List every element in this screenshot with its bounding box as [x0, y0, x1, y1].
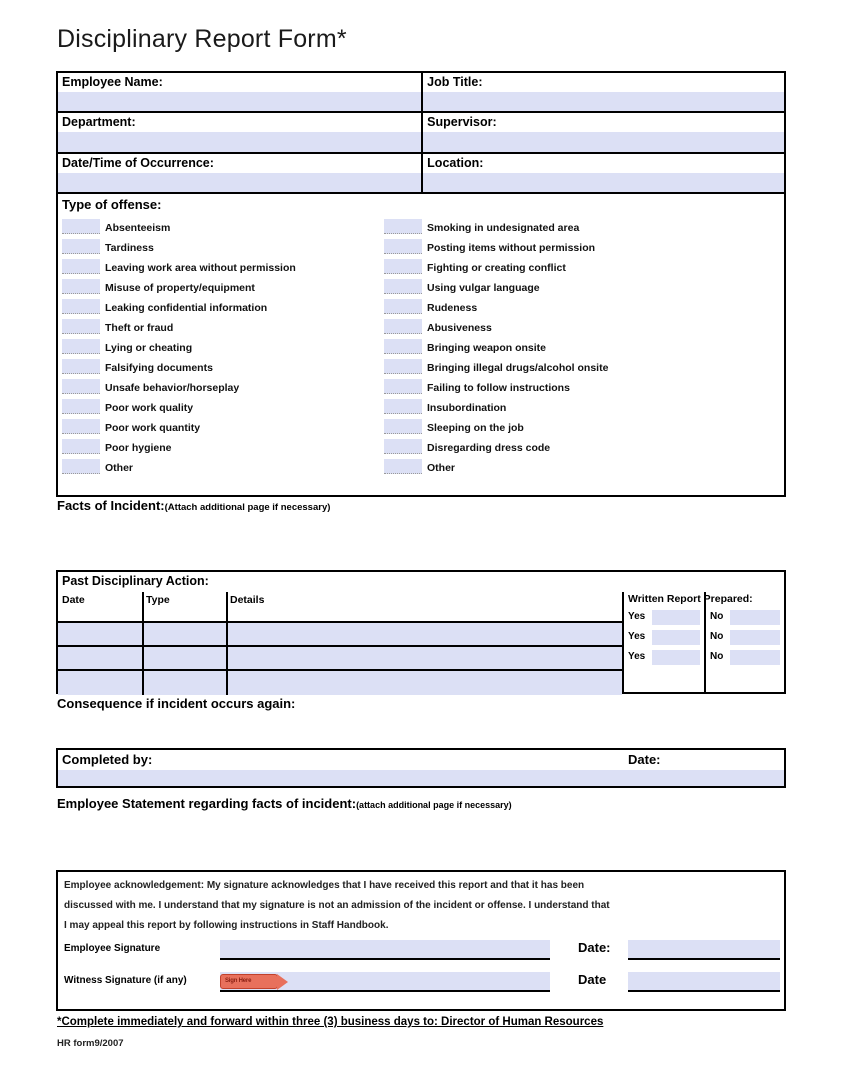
- past-action-entries: [58, 592, 624, 692]
- table-row: [58, 623, 622, 647]
- offense-label-left-6: Theft or fraud: [105, 322, 174, 334]
- no-label-3: No: [710, 651, 724, 662]
- offense-item-left-8: [62, 358, 392, 378]
- department-cell: [58, 113, 423, 151]
- completed-by-date-label: Date:: [628, 752, 661, 767]
- offense-checkbox-right-3[interactable]: [384, 259, 422, 274]
- employee-info-table: [56, 71, 786, 192]
- offense-label-left-10: Poor work quality: [105, 402, 194, 414]
- offense-item-left-2: [62, 238, 392, 258]
- past-date-input-2[interactable]: [58, 647, 142, 669]
- offense-item-left-6: [62, 318, 392, 338]
- table-row: [58, 73, 784, 113]
- offense-item-left-12: [62, 438, 392, 458]
- no-checkbox-2[interactable]: [730, 630, 780, 645]
- no-label-1: No: [710, 611, 724, 622]
- past-details-input-1[interactable]: [228, 623, 622, 645]
- written-report-row-3: [624, 649, 784, 669]
- completed-by-input[interactable]: [58, 770, 784, 786]
- offense-item-left-4: [62, 278, 392, 298]
- column-divider: [226, 671, 228, 695]
- column-header-type: Type: [146, 594, 170, 606]
- offense-checkbox-right-11[interactable]: [384, 419, 422, 434]
- no-checkbox-1[interactable]: [730, 610, 780, 625]
- supervisor-cell: [423, 113, 784, 151]
- datetime-occurrence-input[interactable]: [58, 173, 421, 194]
- column-header-details: Details: [230, 594, 265, 606]
- employee-statement-label: [57, 795, 512, 813]
- employee-statement-note: (attach additional page if necessary): [356, 800, 512, 810]
- employee-name-label: Employee Name:: [62, 75, 163, 89]
- offense-label-right-11: Sleeping on the job: [427, 422, 524, 434]
- footer-form-id: HR form9/2007: [57, 1038, 124, 1049]
- offense-checkbox-left-9[interactable]: [62, 379, 100, 394]
- offense-label-right-4: Using vulgar language: [427, 282, 540, 294]
- type-of-offense-section: [56, 192, 786, 497]
- table-row: [58, 113, 784, 153]
- consequence-label: Consequence if incident occurs again:: [57, 696, 296, 711]
- job-title-cell: [423, 73, 784, 111]
- yes-label-3: Yes: [628, 651, 646, 662]
- offense-item-right-2: [384, 238, 714, 258]
- table-row: [58, 671, 622, 695]
- employee-statement-title: Employee Statement regarding facts of incident:: [57, 796, 357, 811]
- offense-item-right-10: [384, 398, 714, 418]
- offense-checkbox-right-2[interactable]: [384, 239, 422, 254]
- offense-item-left-9: [62, 378, 392, 398]
- offense-item-left-11: [62, 418, 392, 438]
- offense-list-left: [62, 218, 392, 478]
- past-disciplinary-action-title: Past Disciplinary Action:: [62, 574, 209, 588]
- past-date-input-1[interactable]: [58, 623, 142, 645]
- offense-item-right-9: [384, 378, 714, 398]
- employee-name-cell: [58, 73, 423, 111]
- yes-checkbox-3[interactable]: [652, 650, 700, 665]
- offense-item-right-11: [384, 418, 714, 438]
- offense-checkbox-left-12[interactable]: [62, 439, 100, 454]
- offense-label-left-8: Falsifying documents: [105, 362, 213, 374]
- offense-label-right-3: Fighting or creating conflict: [427, 262, 566, 274]
- page-title: Disciplinary Report Form*: [57, 25, 347, 53]
- column-divider: [142, 592, 144, 621]
- column-divider: [142, 647, 144, 669]
- offense-label-left-12: Poor hygiene: [105, 442, 172, 454]
- type-of-offense-title: Type of offense:: [62, 197, 162, 212]
- supervisor-input[interactable]: [423, 132, 784, 151]
- table-row: [58, 154, 784, 194]
- offense-item-left-5: [62, 298, 392, 318]
- acknowledgement-line-3: I may appeal this report by following instructions in Staff Handbook.: [64, 920, 389, 931]
- completed-by-label: Completed by:: [62, 752, 153, 767]
- past-date-input-3[interactable]: [58, 671, 142, 695]
- past-details-input-2[interactable]: [228, 647, 622, 669]
- location-cell: [423, 154, 784, 194]
- offense-item-right-3: [384, 258, 714, 278]
- offense-checkbox-left-11[interactable]: [62, 419, 100, 434]
- offense-item-right-6: [384, 318, 714, 338]
- job-title-label: Job Title:: [427, 75, 483, 89]
- offense-label-left-7: Lying or cheating: [105, 342, 193, 354]
- employee-date-label: Date:: [578, 940, 611, 955]
- offense-checkbox-left-8[interactable]: [62, 359, 100, 374]
- offense-checkbox-right-10[interactable]: [384, 399, 422, 414]
- sign-here-tag-icon[interactable]: [220, 974, 278, 989]
- table-row: [58, 647, 622, 671]
- written-report-prepared-title: Written Report Prepared:: [628, 593, 753, 605]
- employee-date-input[interactable]: [628, 940, 780, 960]
- written-report-prepared-section: [624, 592, 784, 692]
- offense-label-right-10: Insubordination: [427, 402, 507, 414]
- offense-label-left-11: Poor work quantity: [105, 422, 201, 434]
- offense-label-left-2: Tardiness: [105, 242, 154, 254]
- offense-checkbox-left-5[interactable]: [62, 299, 100, 314]
- past-type-input-1[interactable]: [144, 623, 226, 645]
- acknowledgement-line-1: Employee acknowledgement: My signature acknowledges that I have received this report and that it has been: [64, 880, 585, 891]
- offense-label-right-7: Bringing weapon onsite: [427, 342, 547, 354]
- offense-item-left-1: [62, 218, 392, 238]
- offense-item-left-10: [62, 398, 392, 418]
- offense-checkbox-left-3[interactable]: [62, 259, 100, 274]
- witness-signature-label: Witness Signature (if any): [64, 975, 187, 986]
- offense-label-left-4: Misuse of property/equipment: [105, 282, 255, 294]
- offense-checkbox-left-2[interactable]: [62, 239, 100, 254]
- offense-label-right-9: Failing to follow instructions: [427, 382, 570, 394]
- offense-label-right-5: Rudeness: [427, 302, 478, 314]
- department-label: Department:: [62, 115, 136, 130]
- witness-date-label: Date: [578, 972, 607, 987]
- offense-label-left-13: Other: [105, 462, 134, 474]
- facts-of-incident-label: [57, 497, 330, 515]
- offense-item-right-4: [384, 278, 714, 298]
- offense-label-left-1: Absenteeism: [105, 222, 171, 234]
- column-divider: [226, 592, 228, 621]
- offense-label-right-12: Disregarding dress code: [427, 442, 551, 454]
- offense-checkbox-right-1[interactable]: [384, 219, 422, 234]
- employee-signature-input[interactable]: [220, 940, 550, 960]
- offense-checkbox-right-7[interactable]: [384, 339, 422, 354]
- column-divider: [226, 647, 228, 669]
- offense-checkbox-right-4[interactable]: [384, 279, 422, 294]
- yes-label-2: Yes: [628, 631, 646, 642]
- employee-acknowledgement-section: [56, 870, 786, 1011]
- offense-checkbox-right-8[interactable]: [384, 359, 422, 374]
- offense-checkbox-left-10[interactable]: [62, 399, 100, 414]
- offense-item-right-5: [384, 298, 714, 318]
- datetime-occurrence-label: Date/Time of Occurrence:: [62, 155, 214, 170]
- offense-item-left-7: [62, 338, 392, 358]
- offense-checkbox-right-6[interactable]: [384, 319, 422, 334]
- offense-label-left-3: Leaving work area without permission: [105, 262, 296, 274]
- offense-item-right-7: [384, 338, 714, 358]
- past-type-input-2[interactable]: [144, 647, 226, 669]
- offense-checkbox-right-5[interactable]: [384, 299, 422, 314]
- offense-label-right-1: Smoking in undesignated area: [427, 222, 580, 234]
- offense-checkbox-left-1[interactable]: [62, 219, 100, 234]
- footer-instruction: *Complete immediately and forward within three (3) business days to: Director of Human Resources: [57, 1016, 604, 1028]
- past-type-input-3[interactable]: [144, 671, 226, 695]
- sign-here-tag-label: Sign Here: [225, 978, 252, 984]
- offense-checkbox-right-12[interactable]: [384, 439, 422, 454]
- offense-checkbox-left-4[interactable]: [62, 279, 100, 294]
- offense-label-right-6: Abusiveness: [427, 322, 492, 334]
- department-input[interactable]: [58, 132, 421, 151]
- offense-item-left-13: [62, 458, 392, 478]
- datetime-occurrence-cell: [58, 154, 423, 194]
- no-label-2: No: [710, 631, 724, 642]
- column-divider: [142, 671, 144, 695]
- offense-checkbox-right-13[interactable]: [384, 459, 422, 474]
- employee-name-input[interactable]: [58, 92, 421, 111]
- offense-checkbox-left-13[interactable]: [62, 459, 100, 474]
- written-report-row-1: [624, 609, 784, 629]
- offense-item-right-1: [384, 218, 714, 238]
- table-header-row: [58, 592, 622, 623]
- location-label: Location:: [427, 155, 484, 170]
- acknowledgement-line-2: discussed with me. I understand that my signature is not an admission of the incident or offense. I understand that: [64, 900, 610, 911]
- yes-checkbox-1[interactable]: [652, 610, 700, 625]
- past-disciplinary-action-table: [56, 570, 786, 694]
- offense-checkbox-left-7[interactable]: [62, 339, 100, 354]
- facts-of-incident-title: Facts of Incident:: [57, 498, 165, 513]
- witness-date-input[interactable]: [628, 972, 780, 992]
- offense-label-right-2: Posting items without permission: [427, 242, 596, 254]
- past-details-input-3[interactable]: [228, 671, 622, 695]
- witness-signature-row: [58, 970, 784, 1000]
- offense-list-right: [384, 218, 714, 478]
- yes-label-1: Yes: [628, 611, 646, 622]
- column-divider: [142, 623, 144, 645]
- offense-label-right-13: Other: [427, 462, 456, 474]
- location-input[interactable]: [423, 173, 784, 194]
- offense-label-left-9: Unsafe behavior/horseplay: [105, 382, 240, 394]
- offense-label-left-5: Leaking confidential information: [105, 302, 268, 314]
- offense-checkbox-left-6[interactable]: [62, 319, 100, 334]
- offense-item-right-13: [384, 458, 714, 478]
- employee-signature-row: [58, 938, 784, 968]
- column-divider: [226, 623, 228, 645]
- employee-signature-label: Employee Signature: [64, 943, 161, 954]
- no-checkbox-3[interactable]: [730, 650, 780, 665]
- supervisor-label: Supervisor:: [427, 115, 497, 130]
- yes-checkbox-2[interactable]: [652, 630, 700, 645]
- written-report-row-2: [624, 629, 784, 649]
- offense-label-right-8: Bringing illegal drugs/alcohol onsite: [427, 362, 609, 374]
- column-header-date: Date: [62, 594, 85, 606]
- offense-checkbox-right-9[interactable]: [384, 379, 422, 394]
- completed-by-section: [56, 748, 786, 788]
- facts-of-incident-note: (Attach additional page if necessary): [164, 502, 331, 513]
- offense-item-right-12: [384, 438, 714, 458]
- offense-item-left-3: [62, 258, 392, 278]
- job-title-input[interactable]: [423, 92, 784, 111]
- offense-item-right-8: [384, 358, 714, 378]
